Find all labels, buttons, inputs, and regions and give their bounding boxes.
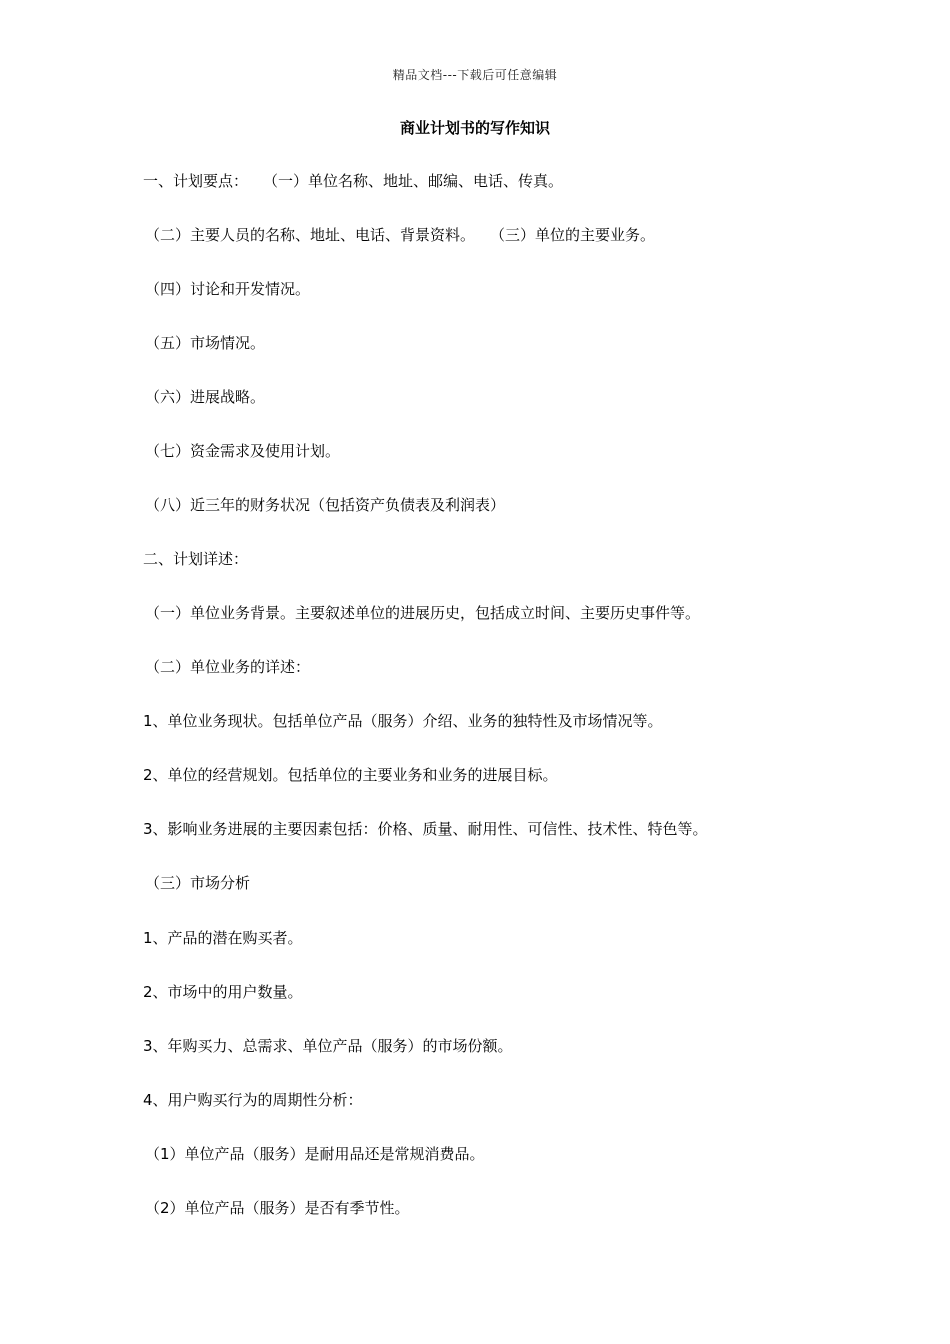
text-line: 一、计划要点： （一）单位名称、地址、邮编、电话、传真。 [143,172,564,190]
text-line: （二）单位业务的详述： [145,658,311,676]
text-line: （七）资金需求及使用计划。 [145,442,341,460]
text-line: （八）近三年的财务状况（包括资产负债表及利润表） [145,496,506,514]
text-line: 1、单位业务现状。包括单位产品（服务）介绍、业务的独特性及市场情况等。 [143,712,663,730]
text-line: （2）单位产品（服务）是否有季节性。 [145,1199,410,1217]
text-line: （五）市场情况。 [145,334,266,352]
text-line: （1）单位产品（服务）是耐用品还是常规消费品。 [145,1145,485,1163]
text-line: 3、年购买力、总需求、单位产品（服务）的市场份额。 [143,1037,513,1055]
text-line: 1、产品的潜在购买者。 [143,929,303,947]
text-line: （四）讨论和开发情况。 [145,280,311,298]
text-line: 4、用户购买行为的周期性分析： [143,1091,363,1109]
text-line: （六）进展战略。 [145,388,266,406]
text-line: 2、单位的经营规划。包括单位的主要业务和业务的进展目标。 [143,766,558,784]
text-line: 二、计划详述： [143,550,249,568]
text-line: （三）市场分析 [145,874,251,892]
text-line: （一）单位业务背景。主要叙述单位的进展历史，包括成立时间、主要历史事件等。 [145,604,701,622]
text-line: 3、影响业务进展的主要因素包括：价格、质量、耐用性、可信性、技术性、特色等。 [143,820,708,838]
text-line: （二）主要人员的名称、地址、电话、背景资料。 （三）单位的主要业务。 [145,226,656,244]
text-line: 2、市场中的用户数量。 [143,983,303,1001]
document-title: 商业计划书的写作知识 [399,119,550,137]
page-header-watermark: 精品文档---下载后可任意编辑 [392,68,558,82]
